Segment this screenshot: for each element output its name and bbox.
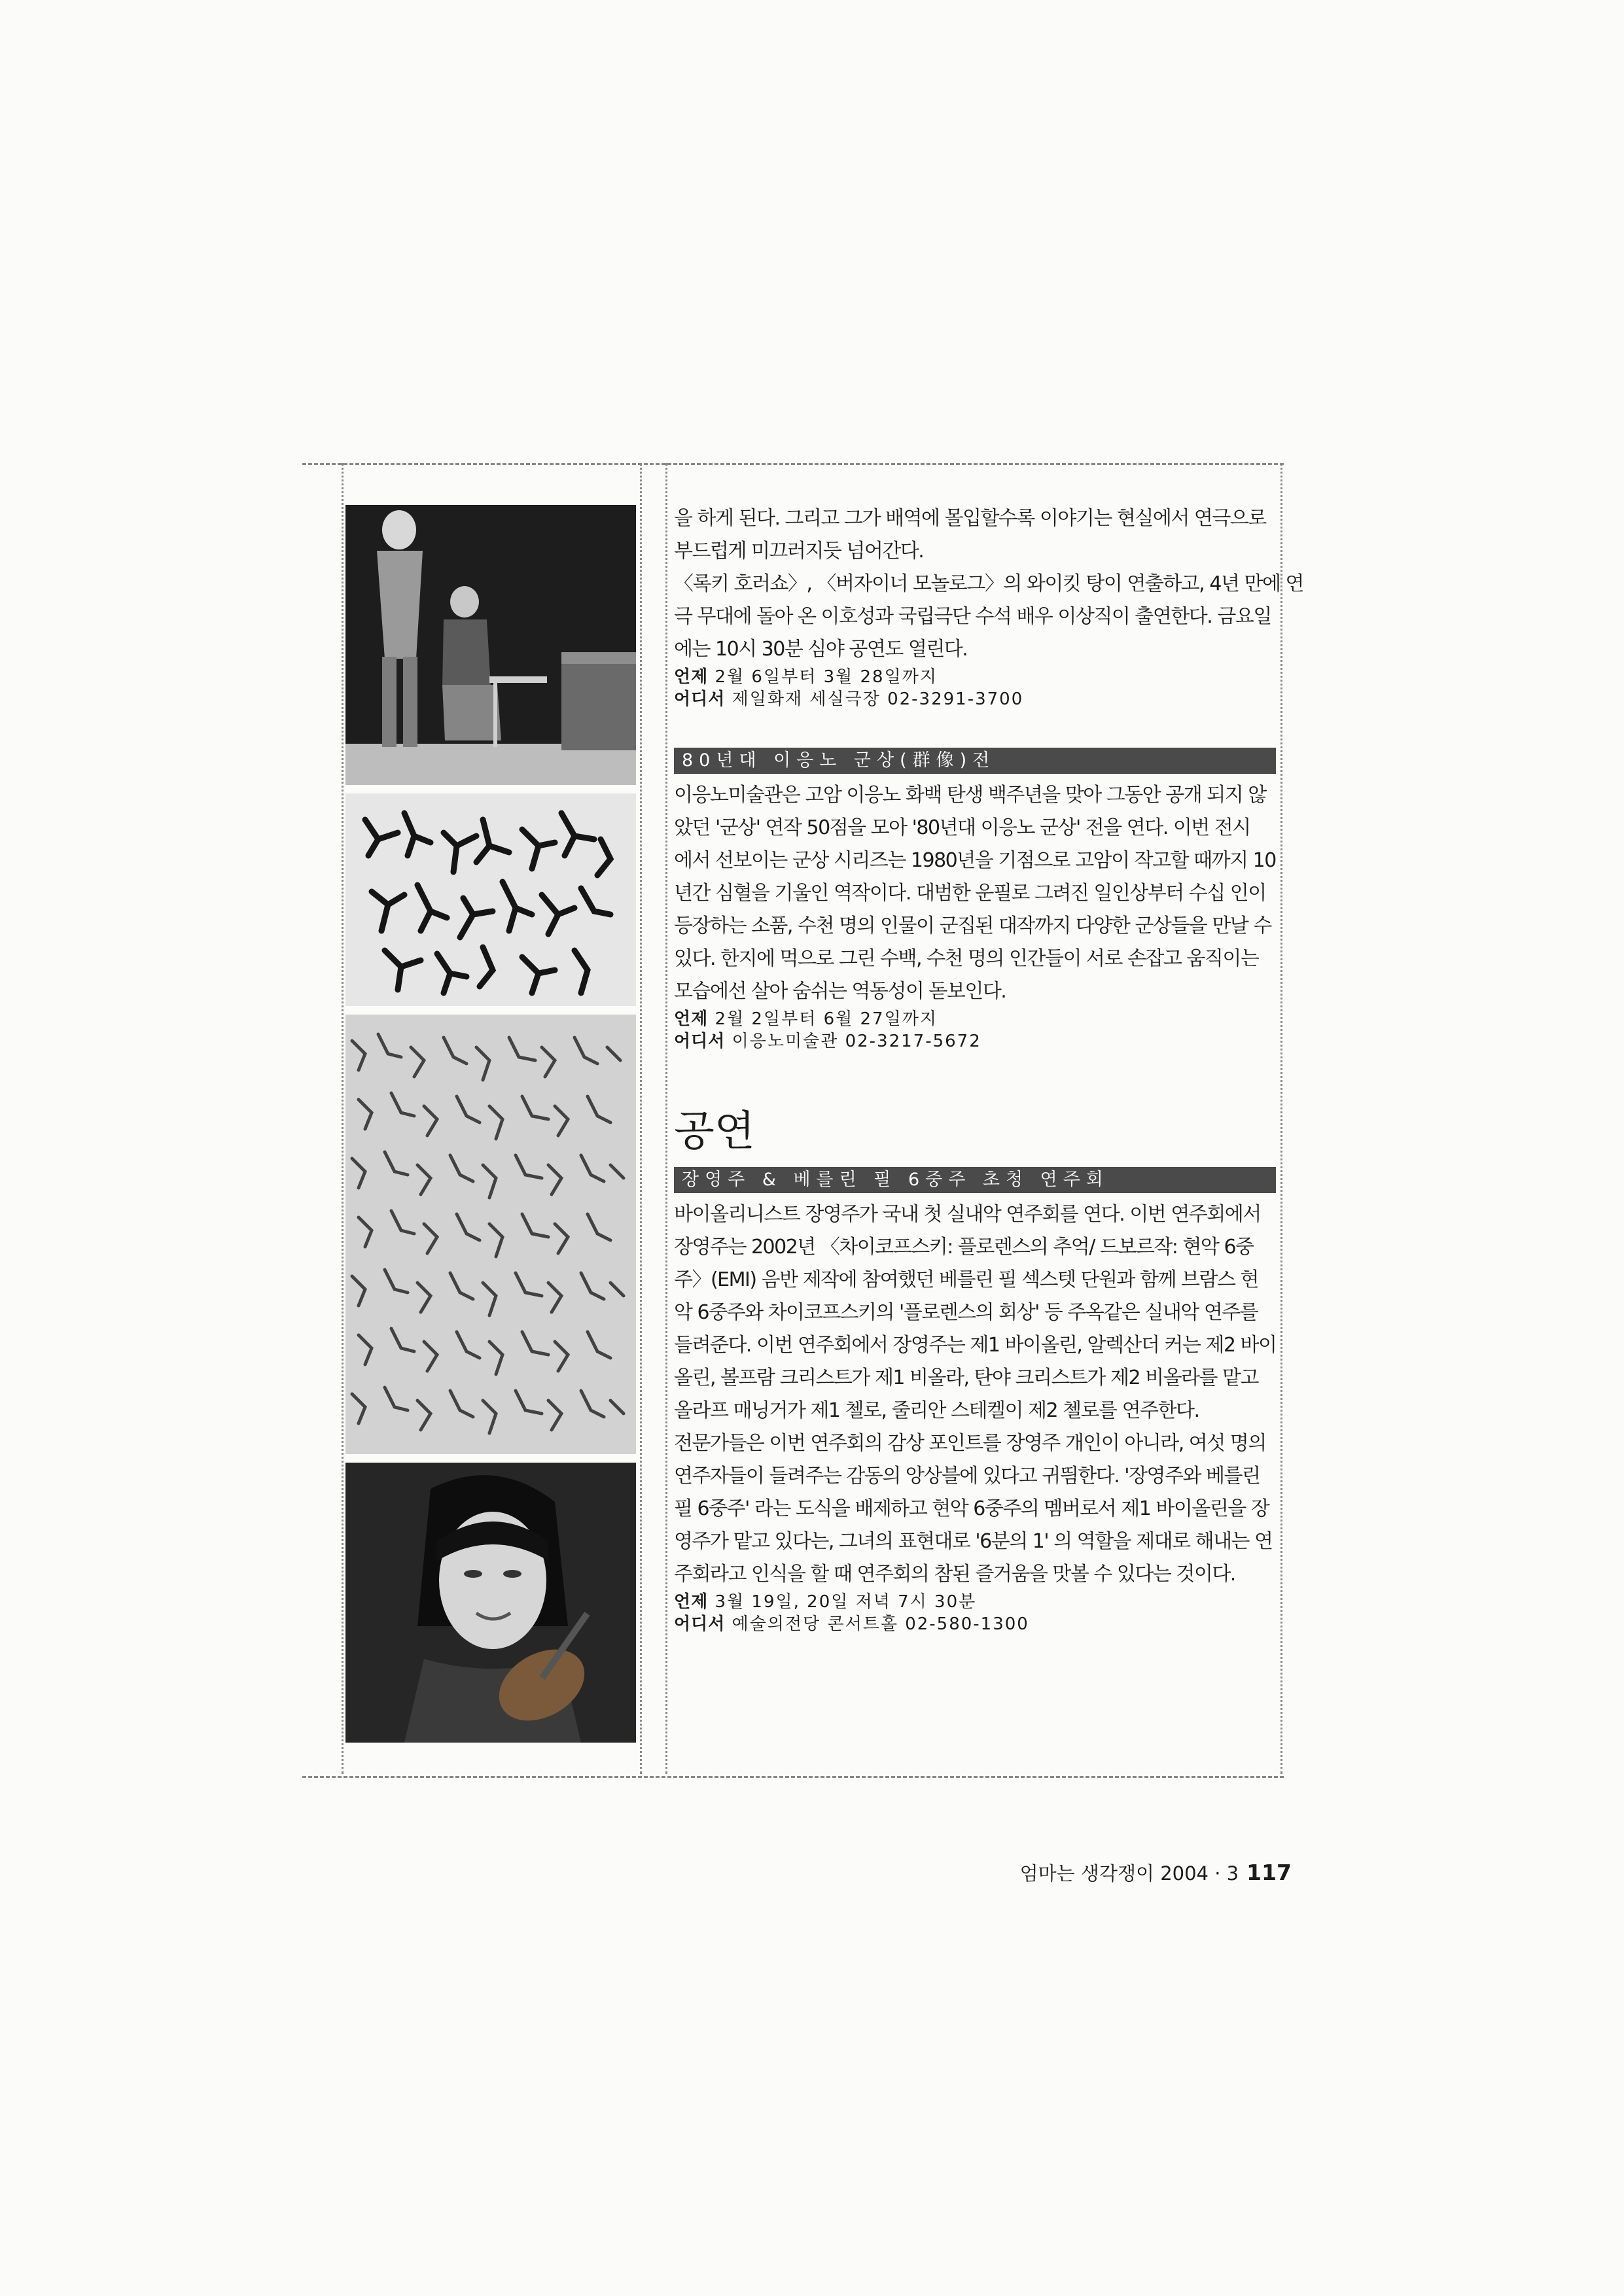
section-title: 공연	[674, 1107, 755, 1156]
column-rule-middle	[640, 463, 642, 1774]
column-rule-right	[1280, 463, 1282, 1774]
article1-where	[674, 688, 1276, 710]
article3-title-bar: 장영주 & 베를린 필 6중주 초청 연주회	[674, 1167, 1276, 1193]
article3-line: 주회라고 인식을 할 때 연주회의 참된 즐거움을 맛볼 수 있다는 것이다.	[674, 1563, 1235, 1586]
article1-when	[674, 666, 1276, 688]
when-value: 2월 2일부터 6월 27일까지	[715, 1009, 938, 1029]
column-rule-left	[342, 463, 344, 1774]
page-footer	[1020, 1859, 1292, 1886]
article1-line: 극 무대에 돌아 온 이호성과 국립극단 수석 배우 이상직이 출연한다. 금요일	[674, 605, 1271, 628]
article3-line: 올라프 매닝거가 제1 첼로, 줄리안 스테켈이 제2 첼로를 연주한다.	[674, 1399, 1199, 1422]
article1-line: 〈록키 호러쇼〉, 〈버자이너 모놀로그〉의 와이킷 탕이 연출하고, 4년 만에 연	[674, 572, 1303, 595]
article-sarah-chang-concert	[674, 1167, 1276, 1635]
article2-line: 등장하는 소품, 수천 명의 인물이 군집된 대작까지 다양한 군상들을 만날 수	[674, 914, 1271, 937]
column-rule-inner	[665, 463, 667, 1774]
article3-line: 들려준다. 이번 연주회에서 장영주는 제1 바이올린, 알렉산더 커는 제2 바이	[674, 1334, 1277, 1357]
article2-line: 년간 심혈을 기울인 역작이다. 대범한 운필로 그려진 일인상부터 수십 인이	[674, 882, 1266, 905]
article-play-continued	[674, 502, 1303, 710]
when-label: 언제	[674, 1009, 709, 1029]
article-lee-ungno-exhibition	[674, 748, 1276, 1052]
article2-title-bar: 80년대 이응노 군상(群像)전	[674, 748, 1276, 774]
article3-line: 악 6중주와 차이코프스키의 '플로렌스의 회상' 등 주옥같은 실내악 연주를	[674, 1301, 1258, 1324]
article2-line: 에서 선보이는 군상 시리즈는 1980년을 기점으로 고암이 작고할 때까지 10	[674, 849, 1276, 872]
article3-where	[674, 1613, 1276, 1635]
where-value: 제일화재 세실극장 02-3291-3700	[732, 689, 1024, 709]
violinist-portrait-photo	[345, 1463, 636, 1743]
ink-figures-artwork-1	[345, 793, 636, 1006]
article3-line: 영주가 맡고 있다는, 그녀의 표현대로 '6분의 1' 의 역할을 제대로 해내는 연	[674, 1530, 1273, 1553]
when-value: 2월 6일부터 3월 28일까지	[715, 667, 938, 687]
where-value: 예술의전당 콘서트홀 02-580-1300	[732, 1614, 1029, 1634]
article3-line: 연주자들이 들려주는 감동의 앙상블에 있다고 귀띔한다. '장영주와 베를린	[674, 1465, 1260, 1487]
theater-stage-photo	[345, 505, 636, 785]
when-label: 언제	[674, 667, 709, 687]
article3-line: 바이올리니스트 장영주가 국내 첫 실내악 연주회를 연다. 이번 연주회에서	[674, 1203, 1261, 1226]
where-label: 어디서	[674, 689, 726, 709]
ink-crowd-artwork-2	[345, 1015, 636, 1454]
article1-line: 을 하게 된다. 그리고 그가 배역에 몰입할수록 이야기는 현실에서 연극으로	[674, 507, 1266, 530]
article2-line: 이응노미술관은 고암 이응노 화백 탄생 백주년을 맞아 그동안 공개 되지 않	[674, 784, 1266, 807]
article2-when	[674, 1008, 1276, 1030]
magazine-name: 엄마는 생각쟁이 2004 · 3	[1019, 1862, 1239, 1885]
article3-line: 주〉(EMI) 음반 제작에 참여했던 베를린 필 섹스텟 단원과 함께 브람스 현	[674, 1268, 1258, 1291]
article3-line: 필 6중주' 라는 도식을 배제하고 현악 6중주의 멤버로서 제1 바이올린을 장	[674, 1497, 1269, 1520]
where-value: 이응노미술관 02-3217-5672	[732, 1032, 981, 1051]
where-label: 어디서	[674, 1032, 726, 1051]
article2-line: 있다. 한지에 먹으로 그린 수백, 수천 명의 인간들이 서로 손잡고 움직이는	[674, 947, 1259, 970]
performance-section	[674, 1105, 1276, 1158]
article2-where	[674, 1030, 1276, 1052]
article3-when	[674, 1591, 1276, 1613]
article2-line: 았던 '군상' 연작 50점을 모아 '80년대 이응노 군상' 전을 연다. 이번 전시	[674, 816, 1250, 839]
article1-line: 에는 10시 30분 심야 공연도 열린다.	[674, 638, 968, 661]
when-label: 언제	[674, 1592, 709, 1612]
page-number: 117	[1246, 1860, 1292, 1885]
article3-line: 장영주는 2002년 〈차이코프스키: 플로렌스의 추억/ 드보르작: 현악 6중	[674, 1236, 1254, 1259]
article3-line: 전문가들은 이번 연주회의 감상 포인트를 장영주 개인이 아니라, 여섯 명의	[674, 1432, 1266, 1455]
article3-line: 올린, 볼프람 크리스트가 제1 비올라, 탄야 크리스트가 제2 비올라를 맡고	[674, 1366, 1259, 1389]
article1-line: 부드럽게 미끄러지듯 넘어간다.	[674, 540, 924, 563]
article2-line: 모습에선 살아 숨쉬는 역동성이 돋보인다.	[674, 980, 1006, 1003]
where-label: 어디서	[674, 1614, 726, 1634]
when-value: 3월 19일, 20일 저녁 7시 30분	[715, 1592, 977, 1612]
